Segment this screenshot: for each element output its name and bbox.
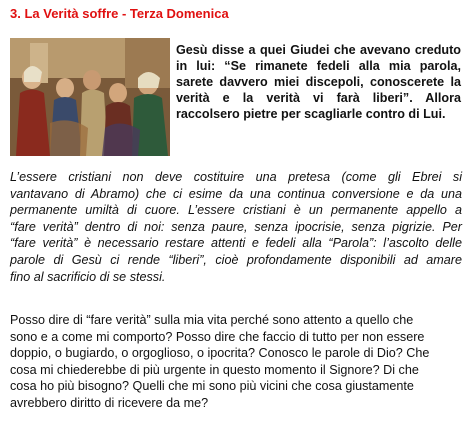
questions-line: cosa mi chiederebbe di più urgente in questo momento il Signore? Di che bbox=[10, 362, 419, 377]
reflection-line: “fare verità” dentro di noi: senza paure, senza ipocrisie, senza pigrizie. Per bbox=[10, 219, 462, 234]
section-title: 3. La Verità soffre - Terza Domenica bbox=[10, 6, 229, 21]
questions-line: doppio, o bugiardo, o orgoglioso, o ipocrita? Conosco le parole di Dio? Che bbox=[10, 346, 430, 361]
religious-painting-image bbox=[10, 38, 170, 156]
questions-line: sono e a come mi comporto? Posso dire che faccio di tutto per non essere bbox=[10, 329, 425, 344]
intro-line: in lui: “Se rimanete fedeli alla mia parola, bbox=[176, 59, 461, 73]
reflection-line: parole di Gesù ci rende “liberi”, cioè profondamente disponibili ad amare bbox=[10, 252, 462, 267]
questions-line: Posso dire di “fare verità” sulla mia vita perché sono attento a quello che bbox=[10, 313, 414, 327]
intro-line: verità e la verità vi farà liberi”. Allora bbox=[176, 91, 461, 105]
reflection-line: fino al sacrificio di se stessi. bbox=[10, 269, 166, 284]
reflection-line: vantavano di Abramo) che ci esime da una continua conversione e da una bbox=[10, 186, 462, 201]
reflection-line: permanente umiltà di cuore. L’essere cristiani è un permanente appello a bbox=[10, 203, 462, 218]
intro-line: raccolsero pietre per scagliarle contro di Lui. bbox=[176, 107, 446, 121]
questions-line: avrebbero diritto di ricevere da me? bbox=[10, 395, 209, 410]
questions-paragraph bbox=[10, 312, 462, 412]
questions-line: cosa ho più bisogno? Quelli che mi sono più vicini che cosa giustamente bbox=[10, 379, 414, 394]
intro-line: Gesù disse a quei Giudei che avevano creduto bbox=[176, 43, 461, 57]
gospel-intro bbox=[176, 42, 461, 122]
intro-line: sarete davvero miei discepoli, conoscerete la bbox=[176, 75, 461, 89]
reflection-line: L’essere cristiani non deve costituire una pretesa (come gli Ebrei si bbox=[10, 170, 462, 184]
reflection-line: “fare verità” è necessario restare attenti e fedeli alla “Parola”: l’ascolto delle bbox=[10, 236, 462, 251]
reflection-paragraph bbox=[10, 169, 462, 285]
